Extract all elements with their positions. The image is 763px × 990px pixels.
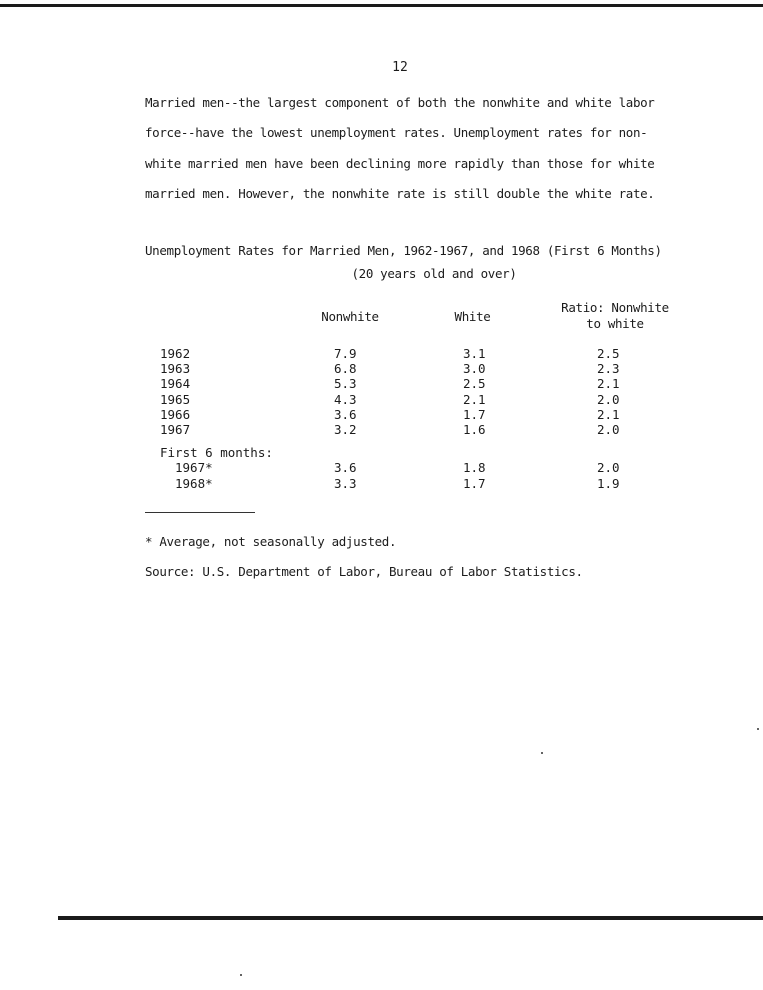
column-header-ratio-line2: to white (586, 316, 644, 331)
table-row (160, 346, 680, 361)
column-header-nonwhite: Nonwhite (321, 309, 379, 324)
table-row (160, 407, 680, 422)
nonwhite-cell: 3.3 (334, 475, 357, 491)
ratio-cell: 2.0 (597, 460, 620, 476)
white-cell: 2.1 (463, 391, 486, 407)
white-cell: 2.5 (463, 376, 486, 392)
year-cell: 1962 (160, 346, 191, 361)
white-cell: 3.1 (463, 346, 486, 361)
ratio-cell: 1.9 (597, 475, 620, 491)
ratio-cell: 2.5 (597, 346, 620, 361)
column-header-ratio (550, 300, 680, 332)
table-row (160, 361, 680, 376)
year-cell: 1968* (175, 475, 213, 491)
table-subtitle: (20 years old and over) (351, 266, 517, 281)
year-cell: 1963 (160, 361, 191, 377)
table-row (160, 392, 680, 407)
white-cell: 1.7 (463, 406, 486, 422)
paragraph-line: Married men--the largest component of both the nonwhite and white labor (145, 95, 655, 110)
white-cell: 1.8 (463, 460, 486, 476)
first-six-months-label: First 6 months: (160, 445, 273, 461)
column-header-white: White (454, 309, 491, 324)
row-gap (160, 437, 680, 445)
year-cell: 1967 (160, 421, 191, 437)
bottom-border-rule (58, 916, 763, 920)
nonwhite-cell: 3.2 (334, 421, 357, 437)
nonwhite-cell: 7.9 (334, 346, 357, 361)
nonwhite-cell: 3.6 (334, 460, 357, 476)
ratio-cell: 2.1 (597, 406, 620, 422)
scan-speck (240, 974, 242, 976)
ratio-cell: 2.1 (597, 376, 620, 392)
table-row (160, 476, 680, 491)
nonwhite-cell: 4.3 (334, 391, 357, 407)
ratio-cell: 2.3 (597, 361, 620, 377)
scan-speck (757, 728, 759, 730)
ratio-cell: 2.0 (597, 391, 620, 407)
table-row (160, 460, 680, 475)
top-border-rule (0, 4, 763, 7)
source-note: Source: U.S. Department of Labor, Bureau of Labor Statistics. (145, 564, 583, 579)
paragraph-line: white married men have been declining more rapidly than those for white (145, 155, 655, 171)
white-cell: 3.0 (463, 361, 486, 377)
unemployment-table (160, 346, 680, 491)
year-cell: 1965 (160, 391, 191, 407)
scan-speck (541, 752, 543, 754)
page-number: 12 (392, 60, 408, 75)
table-row-section-label (160, 445, 680, 460)
table-title: Unemployment Rates for Married Men, 1962-1967, and 1968 (First 6 Months) (145, 243, 662, 258)
body-paragraph (145, 88, 705, 209)
footnote: * Average, not seasonally adjusted. (145, 534, 397, 549)
table-title-block (145, 239, 705, 285)
year-cell: 1966 (160, 406, 191, 422)
footnote-divider (145, 512, 255, 513)
year-cell: 1964 (160, 376, 191, 392)
column-header-ratio-line1: Ratio: Nonwhite (561, 300, 669, 315)
nonwhite-cell: 6.8 (334, 361, 357, 377)
paragraph-line: force--have the lowest unemployment rates. Unemployment rates for non- (145, 125, 648, 141)
nonwhite-cell: 5.3 (334, 376, 357, 392)
white-cell: 1.6 (463, 421, 486, 437)
year-cell: 1967* (175, 460, 213, 476)
table-row (160, 422, 680, 437)
paragraph-line: married men. However, the nonwhite rate is still double the white rate. (145, 185, 655, 201)
nonwhite-cell: 3.6 (334, 406, 357, 422)
ratio-cell: 2.0 (597, 421, 620, 437)
table-row (160, 376, 680, 391)
white-cell: 1.7 (463, 475, 486, 491)
